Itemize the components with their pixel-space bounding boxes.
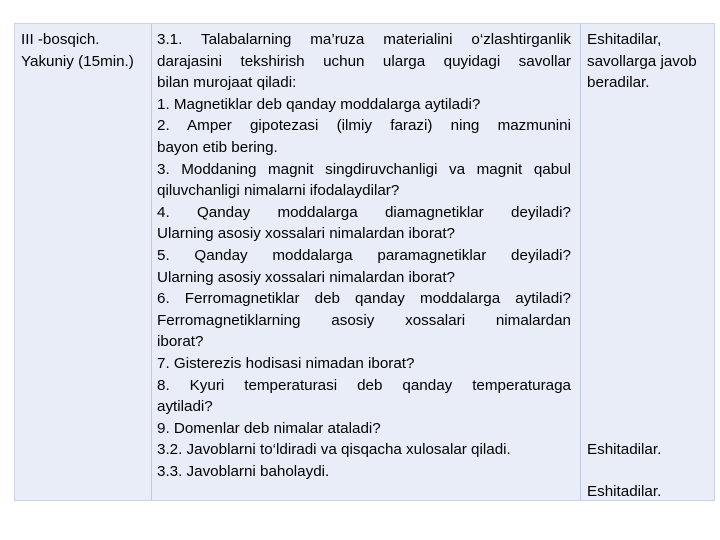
teacher-activity-line: 7. Gisterezis hodisasi nimadan iborat? xyxy=(157,354,415,372)
teacher-activity-line: iborat? xyxy=(157,333,204,351)
teacher-activity-line: 5. Qanday moddalarga paramagnetiklar deyiladi? xyxy=(157,246,571,264)
teacher-activity-line: bayon etib bering. xyxy=(157,138,278,156)
teacher-activity-line: bilan murojaat qiladi: xyxy=(157,74,297,92)
teacher-activity-line: qiluvchanligi nimalarni ifodalaydilar? xyxy=(157,182,400,200)
student-activity-column xyxy=(581,24,714,500)
teacher-activity-text xyxy=(157,29,571,482)
stage-column xyxy=(15,24,152,500)
teacher-activity-line: Ferromagnetiklarning asosiy xossalari nimalardan xyxy=(157,311,571,329)
student-activity-line: savollarga javob xyxy=(587,52,697,70)
student-activity-line: Eshitadilar, xyxy=(587,31,662,48)
stage-title-line: Yakuniy (15min.) xyxy=(21,52,134,70)
teacher-activity-line: 3.3. Javoblarni baholaydi. xyxy=(157,462,330,480)
teacher-activity-line: 3.1. Talabalarning ma’ruza materialini o‘zlashtirganlik xyxy=(157,31,571,48)
student-activity-block-1 xyxy=(587,29,713,94)
teacher-activity-line: Ularning asosiy xossalari nimalardan iborat? xyxy=(157,268,455,286)
teacher-activity-line: 3.2. Javoblarni to‘ldiradi va qisqacha xulosalar qiladi. xyxy=(157,441,511,459)
teacher-activity-line: 2. Amper gipotezasi (ilmiy farazi) ning mazmunini xyxy=(157,117,571,135)
teacher-activity-line: 4. Qanday moddalarga diamagnetiklar deyiladi? xyxy=(157,203,571,221)
stage-title-line: III -bosqich. xyxy=(21,31,100,48)
teacher-activity-line: 8. Kyuri temperaturasi deb qanday temperaturaga xyxy=(157,376,571,394)
stage-title xyxy=(21,29,149,72)
teacher-activity-line: 3. Moddaning magnit singdiruvchanligi va magnit qabul xyxy=(157,160,571,178)
student-activity-block-2: Eshitadilar. xyxy=(587,441,662,458)
teacher-activity-line: 1. Magnetiklar deb qanday moddalarga aytiladi? xyxy=(157,95,481,113)
student-activity-block-3: Eshitadilar. xyxy=(587,483,662,500)
teacher-activity-line: aytiladi? xyxy=(157,398,213,416)
teacher-activity-line: 9. Domenlar deb nimalar ataladi? xyxy=(157,419,381,437)
teacher-activity-line: 6. Ferromagnetiklar deb qanday moddalarga aytiladi? xyxy=(157,290,571,308)
student-activity-line: beradilar. xyxy=(587,74,650,92)
teacher-activity-column xyxy=(152,24,581,500)
teacher-activity-line: Ularning asosiy xossalari nimalardan iborat? xyxy=(157,225,455,243)
lesson-plan-table xyxy=(14,23,715,501)
teacher-activity-line: darajasini tekshirish uchun ularga quyidagi savollar xyxy=(157,52,571,70)
